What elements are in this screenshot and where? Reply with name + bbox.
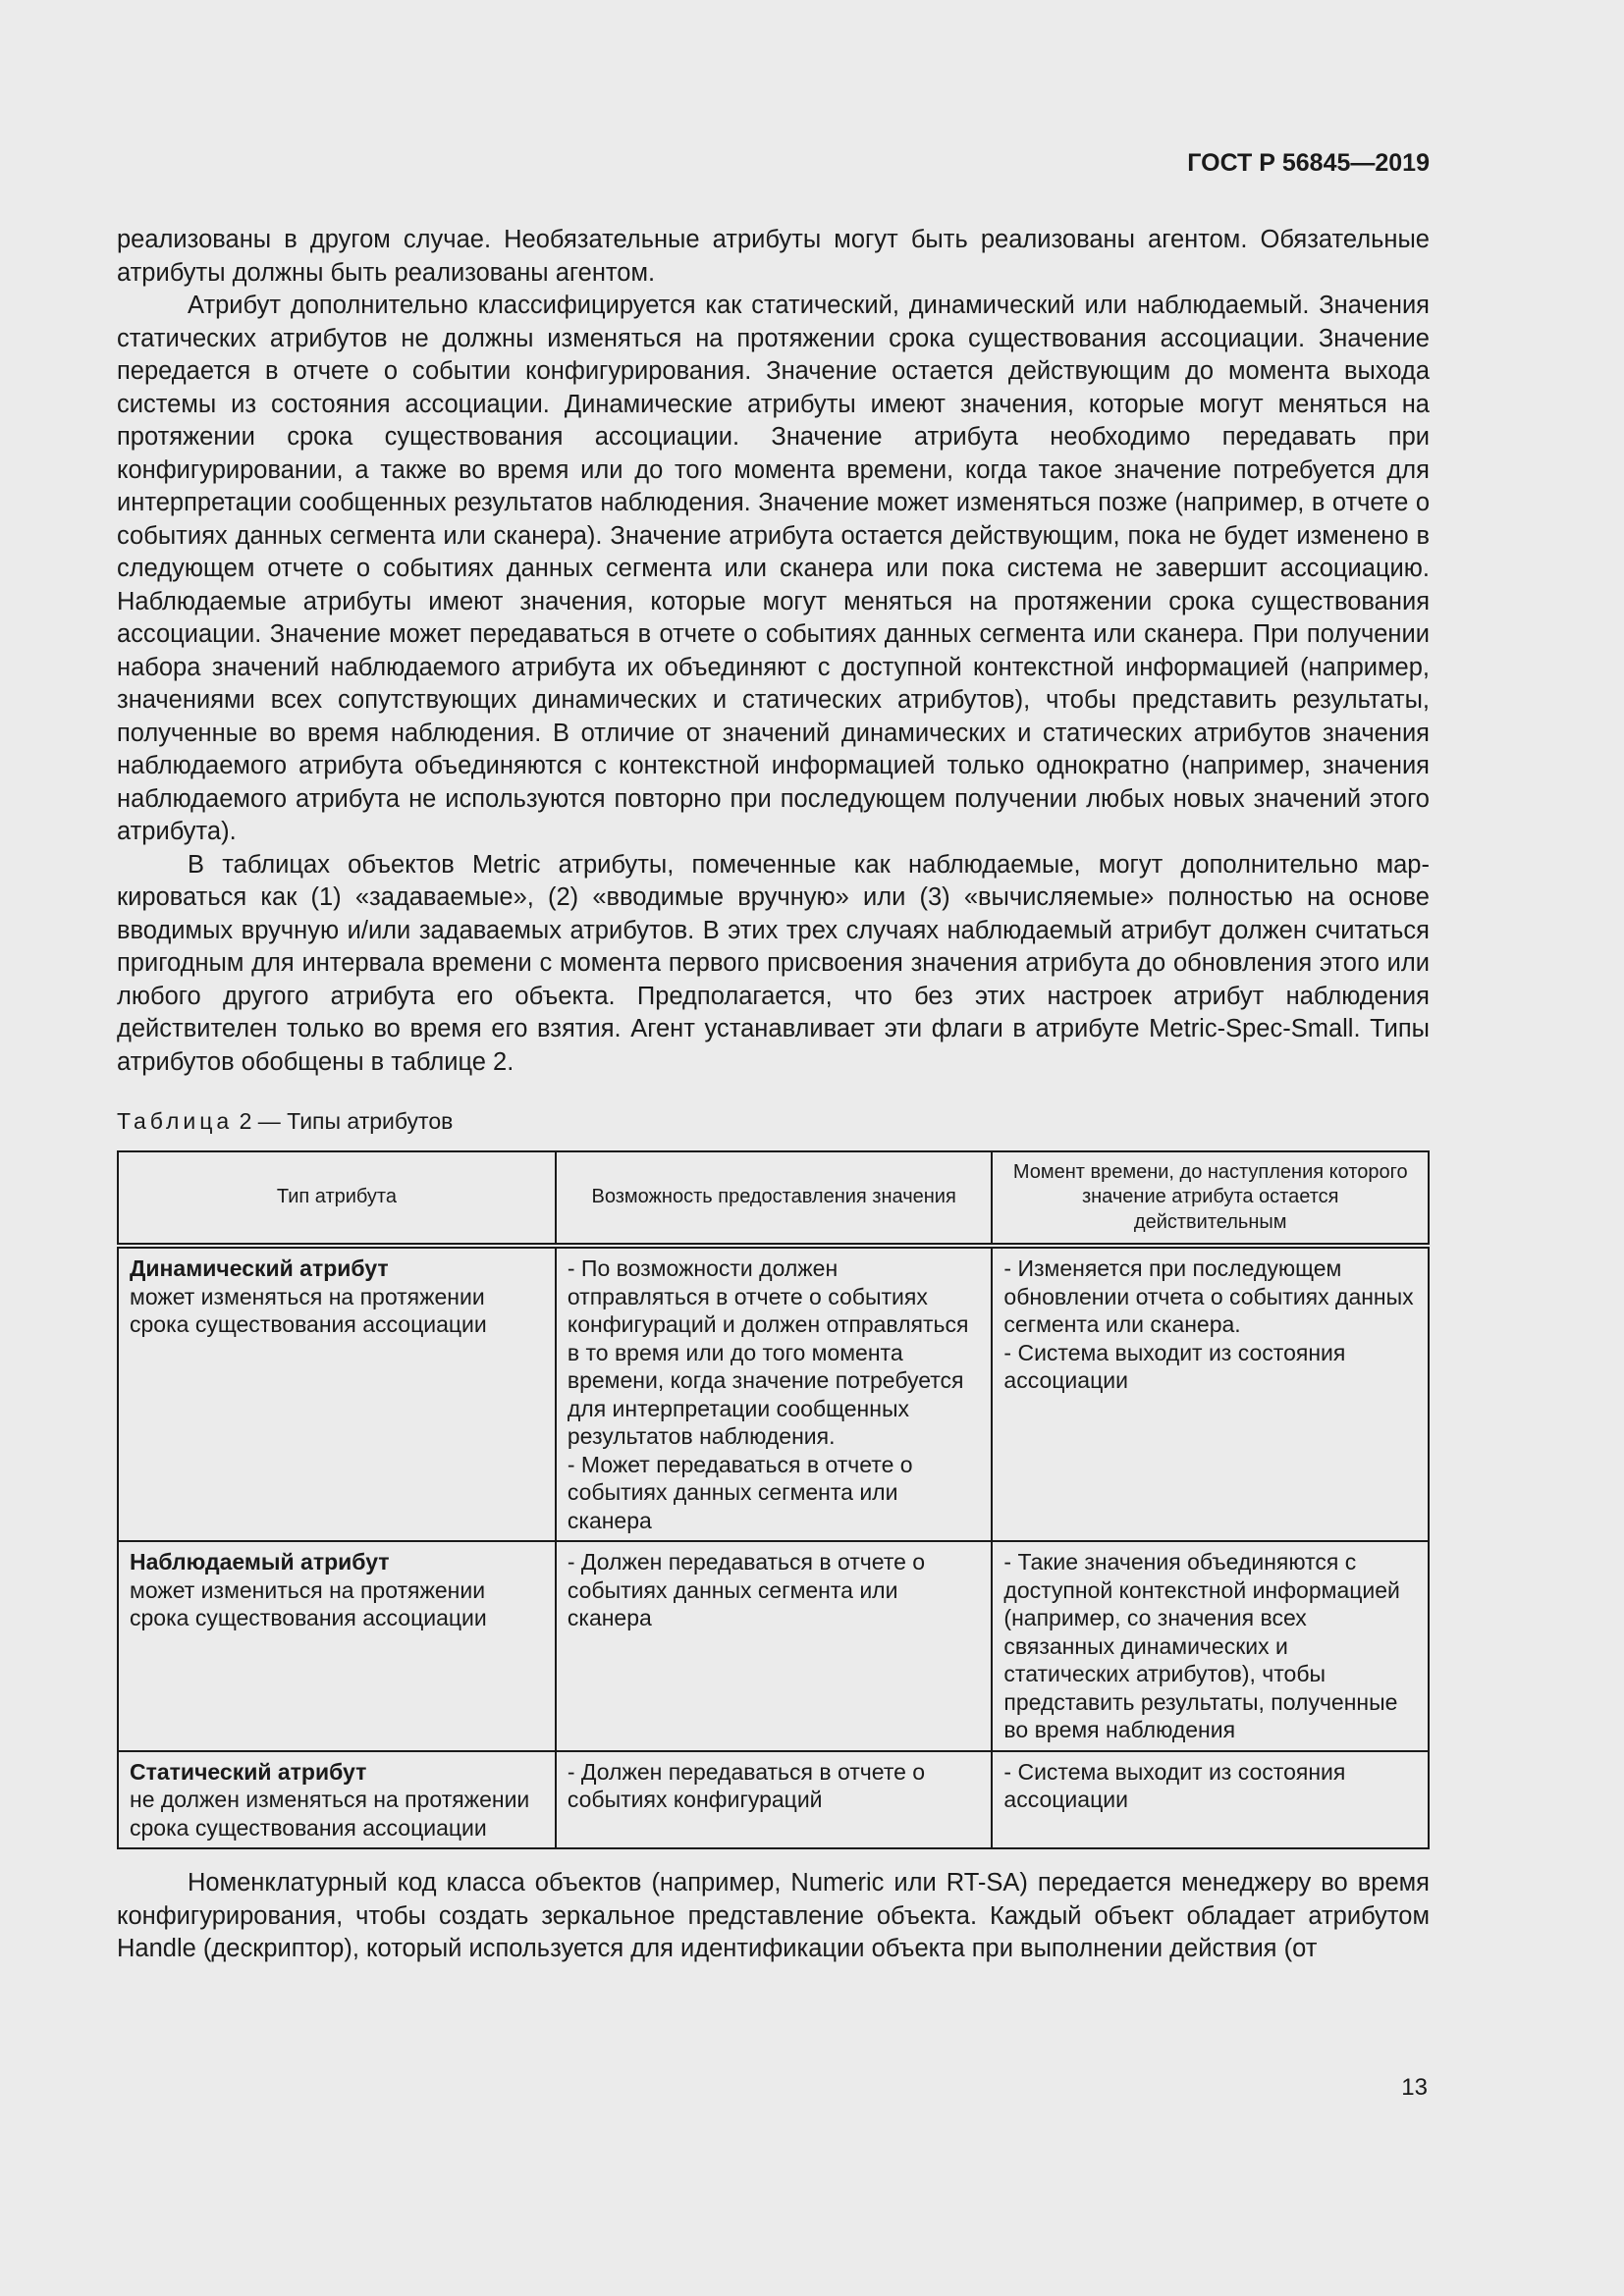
cell-line: - Система выходит из состояния ассоциации — [1003, 1758, 1346, 1812]
table-row — [118, 1751, 1429, 1849]
cell-validity — [992, 1541, 1429, 1751]
table-caption — [117, 1108, 1430, 1135]
row-title: Статический атрибут — [130, 1758, 367, 1785]
header-validity-moment: Момент времени, до наступления которого значение атрибута остается действительным — [992, 1151, 1429, 1246]
cell-line: - Изменяется при последующем обновлении отчета о событиях данных сегмента или сканера. — [1003, 1255, 1414, 1337]
paragraph-3: В таблицах объектов Metric атрибуты, помеченные как наблюдаемые, могут дополнительно маркироваться как (1) «задаваемые», (2) «вводимые вручную» или (3) «вычисляемые» полностью на основе вводимых вручную и/или задаваемых атрибутов. В этих трех случаях наблюдаемый атрибут должен считаться пригодным для интервала времени с момента первого присвоения значения атрибута до обновления этого или любого другого атрибута его объекта. Предполагается, что без этих настроек атрибут наблюдения действителен только во время его взятия. Агент устанавливает эти флаги в атрибуте Metric-Spec-Small. Типы атрибутов обобщены в таблице 2. — [117, 850, 1430, 1076]
cell-line: - Такие значения объединяются с доступной контекстной информацией (например, со значения всех связанных динамических и статических атрибутов), чтобы представить результаты, полученные во время наблюдения — [1003, 1549, 1400, 1742]
table-caption-title: 2 — Типы атрибутов — [233, 1108, 454, 1134]
cell-line: - Должен передаваться в отчете о событиях конфигураций — [567, 1758, 926, 1812]
cell-line: - Должен передаваться в отчете о событиях данных сегмента или сканера — [567, 1549, 926, 1630]
header-value-provision: Возможность предоставления значения — [556, 1151, 993, 1246]
cell-line: - Система выходит из состояния ассоциации — [1003, 1339, 1346, 1393]
row-title: Динамический атрибут — [130, 1255, 389, 1281]
table-caption-label: Таблица — [117, 1108, 234, 1134]
table-row — [118, 1246, 1429, 1541]
cell-type — [118, 1541, 556, 1751]
page-content — [117, 224, 1430, 1966]
table-header-row — [118, 1151, 1429, 1246]
cell-type — [118, 1246, 556, 1541]
cell-type — [118, 1751, 556, 1849]
page-number: 13 — [1401, 2074, 1428, 2101]
row-description: не должен изменяться на протяжении срока существования ассоциации — [130, 1787, 530, 1841]
paragraph-after-table: Номенклатурный код класса объектов (например, Numeric или RT-SA) передается менеджеру во время конфигурирования, чтобы создать зеркальное представление объекта. Каждый объект обладает атрибутом Handle (дескриптор), который используется для идентификации объекта при выполнении действия (от — [117, 1869, 1430, 1962]
paragraph-2: Атрибут дополнительно классифицируется как статический, динамический или наблюдаемый. Значения статических атрибутов не должны изменяться на протяжении срока существования ассоциации. Значение передается в отчете о событии конфигурирования. Значение остается действующим до момента выхода системы из состояния ассоциации. Динамические атрибуты имеют значения, которые могут меняться на протяжении срока существования ассоциации. Значение атрибута необходимо передавать при конфигурировании, а также во время или до того момента времени, когда такое значение потребуется для интерпретации сообщенных результатов наблюдения. Значение может изменяться позже (например, в отчете о событиях данных сегмента или сканера). Значение атрибута остается действующим, пока не будет изменено в следующем отчете о событиях данных сегмента или сканера или пока система не завершит ассоциацию. Наблюдаемые атрибуты имеют значения, которые могут меняться на протяжении срока существования ассоциации. Значение может передаваться в отчете о событиях данных сегмента или сканера. При получении набора значений наблюдаемого атрибута их объединяют с доступной контекстной информацией (например, значениями всех сопутствующих динамических и статических атрибутов), чтобы представить результаты, полученные во время наблюдения. В отличие от значений динамических и статических атрибутов значения наблюдаемого атрибута объединяются с контекстной информацией только однократно (например, значения наблюдаемого атрибута не используются повторно при последующем получении любых новых значений этого атрибута). — [117, 292, 1430, 845]
cell-validity — [992, 1751, 1429, 1849]
document-header: ГОСТ Р 56845—2019 — [1187, 149, 1430, 177]
attribute-types-table — [117, 1150, 1430, 1849]
row-description: может измениться на протяжении срока существования ассоциации — [130, 1576, 487, 1630]
header-attribute-type: Тип атрибута — [118, 1151, 556, 1246]
cell-line: - По возможности должен отправляться в отчете о событиях конфигураций и должен отправляться в то время или до того момента времени, когда значение потребуется для интерпретации сообщенных результатов наблюдения. — [567, 1255, 969, 1449]
paragraph-1: реализованы в другом случае. Необязательные атрибуты могут быть реализованы агентом. Обязательные атрибуты должны быть реализованы агентом. — [117, 226, 1430, 287]
cell-provision — [556, 1246, 993, 1541]
cell-line: - Может передаваться в отчете о событиях данных сегмента или сканера — [567, 1451, 913, 1533]
row-title: Наблюдаемый атрибут — [130, 1549, 390, 1575]
cell-provision — [556, 1751, 993, 1849]
cell-provision — [556, 1541, 993, 1751]
table-row — [118, 1541, 1429, 1751]
cell-validity — [992, 1246, 1429, 1541]
row-description: может изменяться на протяжении срока существования ассоциации — [130, 1283, 487, 1337]
